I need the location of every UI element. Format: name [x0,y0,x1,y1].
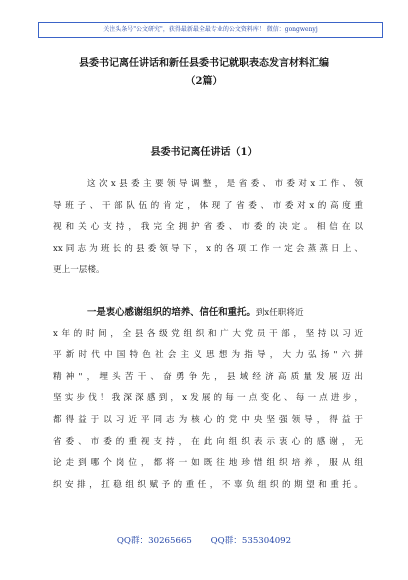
paragraph-line: 精神"，埋头苦干、奋勇争先，县域经济高质量发展迈出 [53,371,363,382]
document-title-line1: 县委书记离任讲话和新任县委书记就职表态发言材料汇编 [79,58,329,69]
paragraph-2 [53,302,363,496]
paragraph-line: 论走到哪个岗位，都将一如既往地珍惜组织培养，服从组 [53,458,363,469]
paragraph-line: 平新时代中国特色社会主义思想为指导，大力弘扬"六拼 [53,350,363,361]
footer [0,534,408,546]
paragraph-heading: 一是衷心感谢组织的培养、信任和重托。 [87,307,256,318]
paragraph-heading-tail: 到x任职将近 [255,308,304,318]
document-title [0,55,408,91]
section-title: 县委书记离任讲话（1） [150,147,258,158]
paragraph-1 [53,174,363,282]
paragraph-line: 坚实步伐！我深深感到，x发展的每一点变化、每一点进步， [53,393,363,404]
footer-qq-group-2: QQ群：535304092 [210,536,292,546]
paragraph-line: 更上一层楼。 [53,265,105,276]
paragraph-line: 织安排，扛稳组织赋予的重任，不辜负组织的期望和重托。 [53,479,363,490]
footer-qq-group-1: QQ群：30265665 [116,536,192,546]
paragraph-line: 省委、市委的重视支持，在此向组织表示衷心的感谢，无 [53,436,363,447]
paragraph-line: 都得益于以习近平同志为核心的党中央坚强领导，得益于 [53,414,363,425]
paragraph-line: x年的时间，全县各级党组织和广大党员干部，坚持以习近 [53,328,363,339]
paragraph-line: xx同志为班长的县委领导下，x的各项工作一定会蒸蒸日上、 [53,243,363,254]
document-title-line2: （2篇） [185,76,223,87]
paragraph-line: 这次x县委主要领导调整，是省委、市委对x工作、领 [87,179,363,189]
paragraph-heading-line [53,302,363,324]
header-banner: 关注头条号"公文研究"，获得最新最全最专业的公文资料库！ 微信：gongwenyj [38,22,383,38]
paragraph-line: 导班子、干部队伍的肯定，体现了省委、市委对x的高度重 [53,200,363,211]
paragraph-line: 视和关心支持，我完全拥护省委、市委的决定。相信在以 [53,222,363,233]
